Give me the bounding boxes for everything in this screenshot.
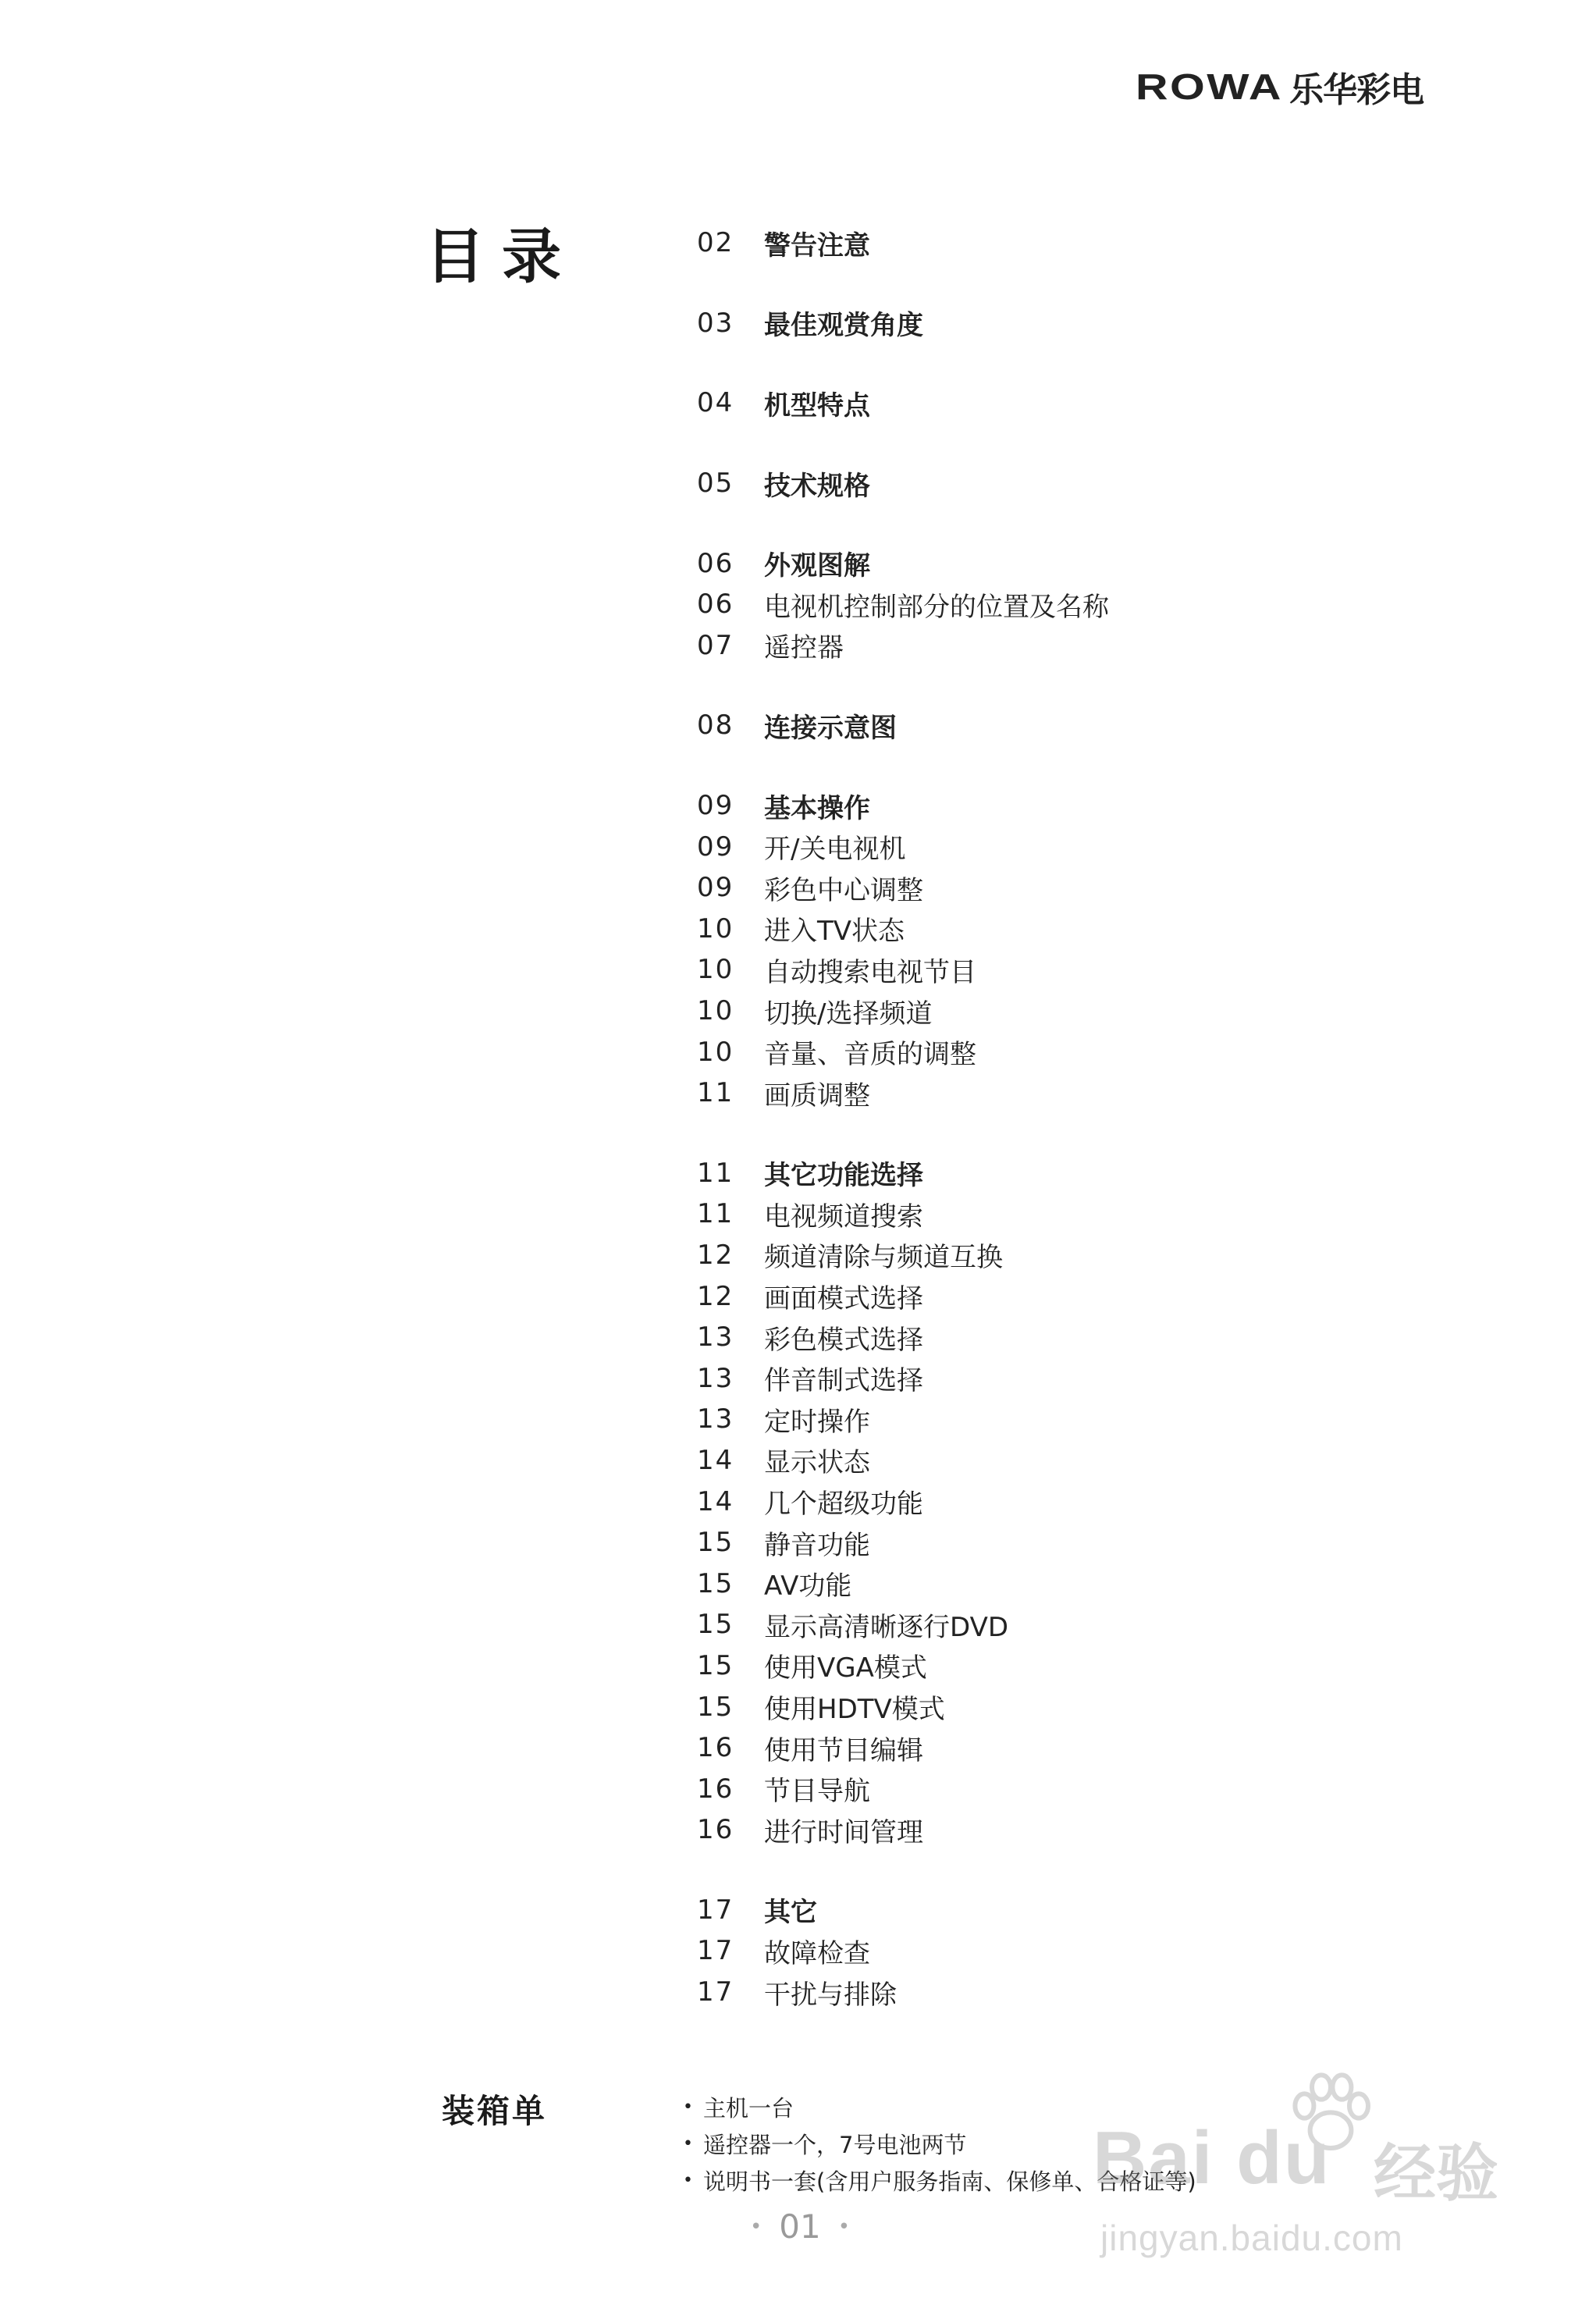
toc-entry-label: 警告注意 — [764, 229, 870, 261]
toc-entry-label: 外观图解 — [764, 550, 870, 582]
toc-entry — [697, 1768, 1399, 1809]
toc-page-number: 11 — [697, 1157, 734, 1189]
brand-logo-chinese: 乐华彩电 — [1289, 70, 1424, 110]
toc-page-number: 15 — [697, 1649, 734, 1681]
toc-page-number: 10 — [697, 1036, 734, 1068]
toc-section-heading — [697, 785, 1399, 827]
toc-page-number: 03 — [697, 307, 734, 339]
toc-entry — [697, 1522, 1399, 1563]
toc-entry-label: 连接示意图 — [764, 712, 897, 744]
toc-entry — [697, 584, 1399, 625]
toc-entry-label: 自动搜索电视节目 — [764, 956, 976, 988]
toc-entry-label: 其它功能选择 — [764, 1160, 923, 1192]
toc-entry — [697, 1727, 1399, 1769]
toc-page-number: 04 — [697, 387, 734, 419]
toc-page-number: 16 — [697, 1732, 734, 1764]
toc-entry-label: 频道清除与频道互换 — [764, 1242, 1003, 1274]
toc-section-heading — [697, 542, 1399, 584]
toc-page-number: 06 — [697, 589, 734, 621]
toc-entry-label: 电视机控制部分的位置及名称 — [764, 591, 1109, 623]
toc-entry-label: AV功能 — [764, 1570, 852, 1602]
brand-logo — [1136, 62, 1448, 111]
toc-group — [697, 785, 1399, 1114]
packing-list-title: 装箱单 — [442, 2092, 548, 2130]
toc-entry-label: 切换/选择频道 — [764, 998, 933, 1030]
toc-entry — [697, 909, 1399, 950]
toc-entry — [697, 1317, 1399, 1358]
toc-entry-label: 使用节目编辑 — [764, 1734, 923, 1766]
toc-entry-label: 音量、音质的调整 — [764, 1039, 976, 1071]
toc-entry-label: 节目导航 — [764, 1776, 870, 1808]
toc-entry-label: 使用VGA模式 — [764, 1652, 927, 1684]
toc-page-number: 15 — [697, 1691, 734, 1723]
toc-entry-label: 电视频道搜索 — [764, 1201, 923, 1233]
toc-page-number: 11 — [697, 1198, 734, 1230]
toc-entry — [697, 1481, 1399, 1522]
page-number-right-dot: • — [837, 2214, 851, 2239]
toc-page-number: 14 — [697, 1485, 734, 1517]
toc-page-number: 15 — [697, 1609, 734, 1641]
toc-group — [697, 705, 1399, 746]
toc-page-number: 15 — [697, 1567, 734, 1599]
toc-entry-label: 画质调整 — [764, 1080, 870, 1112]
toc-entry — [697, 1399, 1399, 1440]
toc-entry-label: 定时操作 — [764, 1406, 870, 1438]
toc-page-number: 17 — [697, 1935, 734, 1967]
watermark-brand: Bai du — [1093, 2116, 1331, 2200]
toc-entry-label: 画面模式选择 — [764, 1283, 923, 1315]
toc-entry — [697, 1930, 1399, 1972]
toc-entry — [697, 826, 1399, 867]
toc-section-heading — [697, 1890, 1399, 1931]
toc-page-number: 10 — [697, 912, 734, 944]
toc-page-number: 14 — [697, 1444, 734, 1476]
toc-group — [697, 382, 1399, 424]
toc-section-heading — [697, 1153, 1399, 1194]
toc-group — [697, 1890, 1399, 2013]
toc-page-number: 06 — [697, 547, 734, 579]
toc-entry-label: 遥控器 — [764, 632, 844, 664]
toc-entry-label: 机型特点 — [764, 390, 870, 422]
toc-entry — [697, 1072, 1399, 1114]
toc-entry-label: 几个超级功能 — [764, 1489, 923, 1521]
toc-group — [697, 463, 1399, 504]
toc-page-number: 09 — [697, 790, 734, 822]
toc-entry-label: 使用HDTV模式 — [764, 1694, 945, 1726]
toc-entry-label: 显示状态 — [764, 1447, 870, 1479]
toc-entry-label: 进入TV状态 — [764, 916, 905, 948]
toc-entry — [697, 1686, 1399, 1727]
toc-page-number: 10 — [697, 995, 734, 1027]
watermark-chinese: 经验 — [1374, 2137, 1498, 2210]
toc-page-number: 02 — [697, 227, 734, 259]
toc-page-number: 16 — [697, 1814, 734, 1846]
toc-section-heading — [697, 303, 1399, 344]
toc-entry — [697, 1193, 1399, 1235]
toc-entry-label: 最佳观赏角度 — [764, 310, 923, 342]
toc-page-number: 11 — [697, 1077, 734, 1109]
page-number-left-dot: • — [749, 2214, 762, 2239]
toc-entry — [697, 867, 1399, 909]
toc-entry-label: 其它 — [764, 1897, 817, 1929]
toc-page-number: 13 — [697, 1403, 734, 1435]
toc-entry — [697, 1275, 1399, 1317]
packing-list-item-text: 遥控器一个，7号电池两节 — [703, 2132, 967, 2158]
toc-page-number: 05 — [697, 468, 734, 500]
page-number-value: 01 — [779, 2207, 821, 2246]
watermark — [1077, 2068, 1514, 2279]
toc-section-heading — [697, 463, 1399, 504]
bullet-icon: • — [683, 2097, 693, 2117]
toc-entry — [697, 625, 1399, 667]
toc-page-number: 09 — [697, 872, 734, 904]
packing-list-item-text: 主机一台 — [703, 2095, 794, 2122]
toc-entry — [697, 1563, 1399, 1604]
toc-page-number: 10 — [697, 954, 734, 986]
bullet-icon: • — [683, 2134, 693, 2154]
toc-page-number: 13 — [697, 1321, 734, 1353]
toc-group — [697, 222, 1399, 264]
toc-section-heading — [697, 382, 1399, 424]
toc-entry — [697, 1031, 1399, 1072]
toc-title: 目录 — [425, 222, 578, 291]
toc-group — [697, 542, 1399, 666]
bullet-icon: • — [683, 2171, 693, 2190]
toc-entry-label: 静音功能 — [764, 1529, 870, 1561]
toc-entry-label: 彩色中心调整 — [764, 874, 923, 906]
toc-entry-label: 干扰与排除 — [764, 1979, 897, 2011]
brand-logo-latin: ROWA — [1136, 66, 1283, 107]
toc-entry — [697, 1972, 1399, 2013]
toc-entry-label: 彩色模式选择 — [764, 1324, 923, 1356]
toc-page-number: 16 — [697, 1773, 734, 1805]
toc-entry — [697, 1235, 1399, 1276]
toc-entry — [697, 1645, 1399, 1687]
toc-page-number: 17 — [697, 1976, 734, 2008]
watermark-url: jingyan.baidu.com — [1100, 2218, 1403, 2258]
packing-list-item-text: 说明书一套(含用户服务指南、保修单、合格证等) — [703, 2168, 1196, 2195]
page-number — [738, 2207, 862, 2246]
toc-entry-label: 显示高清晰逐行DVD — [764, 1611, 1009, 1643]
toc-entry-label: 技术规格 — [764, 470, 870, 502]
toc-entry-label: 故障检查 — [764, 1937, 870, 1969]
toc-entry-label: 伴音制式选择 — [764, 1365, 923, 1397]
toc-entry — [697, 1809, 1399, 1851]
toc-page-number: 15 — [697, 1527, 734, 1559]
toc-entry-label: 基本操作 — [764, 792, 870, 824]
toc-entry-label: 开/关电视机 — [764, 834, 906, 866]
toc-group — [697, 303, 1399, 344]
toc-section-heading — [697, 705, 1399, 746]
toc-entry — [697, 1604, 1399, 1645]
toc-page-number: 08 — [697, 710, 734, 742]
toc-page-number: 13 — [697, 1362, 734, 1394]
toc-page-number: 12 — [697, 1280, 734, 1312]
toc-entry — [697, 991, 1399, 1032]
toc-page-number: 07 — [697, 629, 734, 661]
toc-section-heading — [697, 222, 1399, 264]
toc-entry-label: 进行时间管理 — [764, 1816, 923, 1848]
toc-page-number: 12 — [697, 1239, 734, 1271]
toc-page-number: 17 — [697, 1894, 734, 1926]
toc-page-number: 09 — [697, 831, 734, 863]
toc-entry — [697, 1440, 1399, 1482]
toc-entry — [697, 1357, 1399, 1399]
toc-group — [697, 1153, 1399, 1851]
table-of-contents — [697, 222, 1399, 2051]
toc-entry — [697, 949, 1399, 991]
